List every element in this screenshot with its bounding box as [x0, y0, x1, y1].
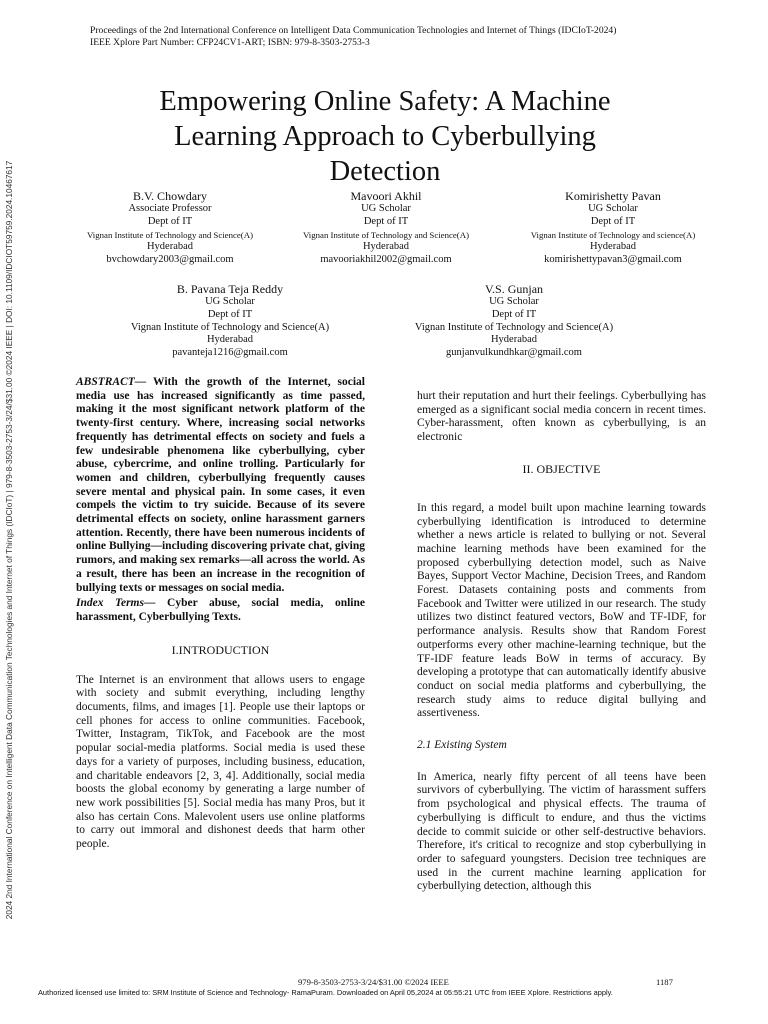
author-dept: Dept of IT: [363, 215, 409, 227]
author-block: [70, 189, 270, 267]
author-institute: Vignan Institute of Technology and science(A): [530, 229, 696, 240]
author-institute: Vignan Institute of Technology and Science(A): [86, 229, 254, 240]
proceedings-header: Proceedings of the 2nd International Conference on Intelligent Data Communication Technologies and Internet of Things (IDCIoT-2024): [90, 25, 617, 36]
doi-side-text: 2024 2nd International Conference on Intelligent Data Communication Technologies and Internet of Things (IDCIoT) | 979-8-3503-2753-3/24/$31.00 ©2024 IEEE | DOI: 10.1109/IDCIOT59759.2024.10467617: [4, 160, 14, 920]
section-heading-objective: II. OBJECTIVE: [522, 461, 601, 476]
author-name: Mavoori Akhil: [350, 189, 422, 203]
title-line: Detection: [329, 156, 441, 187]
author-dept: Dept of IT: [147, 215, 193, 227]
title-line: Learning Approach to Cyberbullying: [174, 121, 596, 152]
abstract-text: With the growth of the Internet, social media use has increased significantly as time passed, making it the most significant network platform of the twenty-first century. Where, increasing social networks frequently has detrimental effects on society and fuels a few undesirable phenomena like cyberbullying, cyber abuse, cybercrime, and online trolling. Particularly for women and children, cyberbullying frequently causes severe mental and physical pain. In some cases, it even compels the victim to try suicide. Because of its severe detrimental effects on society, online harassment garners attention. Recently, there have been numerous incidents of online Bullying—including discovering private chat, giving rumors, and making sex remarks—all across the world. As a result, there has been an increase in the recognition of bullying texts or messages on social media.: [76, 376, 365, 594]
index-terms-label: Index Terms—: [76, 597, 156, 610]
author-dept: Dept of IT: [590, 215, 636, 227]
author-role: UG Scholar: [205, 296, 255, 307]
index-terms-text: Cyber abuse, social media, online harassment, Cyberbullying Texts.: [76, 597, 365, 623]
author-city: Hyderabad: [589, 241, 637, 253]
author-email[interactable]: komirishettypavan3@gmail.com: [544, 254, 682, 266]
index-terms: [76, 597, 365, 624]
author-email[interactable]: bvchowdary2003@gmail.com: [106, 254, 234, 266]
page-number: 1187: [656, 977, 673, 987]
abstract-label: ABSTRACT—: [76, 376, 147, 388]
objective-paragraph: In this regard, a model built upon machine learning towards cyberbullying identification is introduced to determine whether a news article is related to bullying or not. Several machine learning methods have been examined for the proposed cyberbullying detection model, such as Naive Bayes, Support Vector Machine, Decision Trees, and Random Forest. Datasets containing posts and comments from Facebook and Twitter were utilized in our research. The study utilizes two distinct featured vectors, BoW and TF-IDF, for performance analysis. Results show that Random Forest outperforms every other machine-learning technique, but the TF-IDF feature leads BoW in terms of accuracy. By developing a prototype that can automatically identify abusive conduct on social media platforms and cyberbullying, the research study aims to reduce digital bullying and assertiveness.: [417, 501, 706, 720]
author-name: B.V. Chowdary: [132, 189, 208, 203]
paper-title: [90, 84, 680, 189]
author-email[interactable]: gunjanvulkundhkar@gmail.com: [446, 347, 582, 359]
subsection-heading-existing-system: 2.1 Existing System: [417, 739, 507, 752]
author-city: Hyderabad: [490, 334, 538, 346]
title-line: Empowering Online Safety: A Machine: [159, 86, 611, 117]
author-name: B. Pavana Teja Reddy: [176, 282, 284, 296]
author-role: UG Scholar: [588, 203, 638, 214]
author-email[interactable]: pavanteja1216@gmail.com: [172, 347, 288, 359]
left-column: [76, 376, 365, 852]
part-number-header: IEEE Xplore Part Number: CFP24CV1-ART; ISBN: 979-8-3503-2753-3: [90, 37, 370, 48]
author-block: [394, 282, 634, 360]
existing-system-paragraph: In America, nearly fifty percent of all teens have been survivors of cyberbullying. The victim of harassment suffers from psychological and physical effects. The trauma of cyberbullying is difficult to endure, and thus the victims decide to commit suicide or other self-destructive behaviors. Therefore, it's critical to recognize and stop cyberbullying in order to safeguard youngsters. Decision tree techniques are used in the current machine learning application for cyberbullying detection, although this: [417, 770, 706, 893]
abstract: [76, 376, 365, 595]
introduction-paragraph: The Internet is an environment that allows users to engage with society and submit everything, including lengthy documents, films, and images [1]. People use their laptops or cell phones for access to online communities. Facebook, Twitter, Instagram, TikTok, and Facebook are the most popular social-media platforms. Social media is used these days for a variety of purposes, including business, education, and charitable endeavors [2, 3, 4]. Additionally, social media boosts the global economy by generating a large number of new work possibilities [5]. Social media has many Pros, but it also has certain Cons. Malevolent users use online platforms to carry out immoral and dishonest deeds that harm other people.: [76, 673, 365, 851]
author-role: Associate Professor: [128, 203, 212, 214]
author-block: [110, 282, 350, 360]
author-institute: Vignan Institute of Technology and Science(A): [414, 321, 614, 333]
author-role: UG Scholar: [361, 203, 411, 214]
author-dept: Dept of IT: [491, 308, 537, 320]
author-block: [283, 189, 489, 267]
author-email[interactable]: mavooriakhil2002@gmail.com: [320, 254, 452, 266]
author-city: Hyderabad: [362, 241, 410, 253]
author-institute: Vignan Institute of Technology and Science(A): [302, 229, 470, 240]
author-dept: Dept of IT: [207, 308, 253, 320]
footer-isbn: 979-8-3503-2753-3/24/$31.00 ©2024 IEEE: [298, 977, 449, 987]
author-city: Hyderabad: [146, 241, 194, 253]
right-column: [417, 390, 706, 894]
author-role: UG Scholar: [489, 296, 539, 307]
introduction-continued-paragraph: hurt their reputation and hurt their feelings. Cyberbullying has emerged as a significant social media concern in recent times. Cyber-harassment, often known as cyberbullying, is an electronic: [417, 390, 706, 444]
authorized-use-notice: Authorized licensed use limited to: SRM Institute of Science and Technology- RamaPuram. Downloaded on April 05,2024 at 05:55:21 UTC from IEEE Xplore. Restrictions apply.: [38, 988, 613, 997]
author-name: V.S. Gunjan: [484, 282, 544, 296]
section-heading-introduction: I.INTRODUCTION: [171, 642, 270, 657]
author-name: Komirishetty Pavan: [565, 189, 661, 203]
author-institute: Vignan Institute of Technology and Science(A): [130, 321, 330, 333]
author-block: [512, 189, 714, 267]
author-city: Hyderabad: [206, 334, 254, 346]
